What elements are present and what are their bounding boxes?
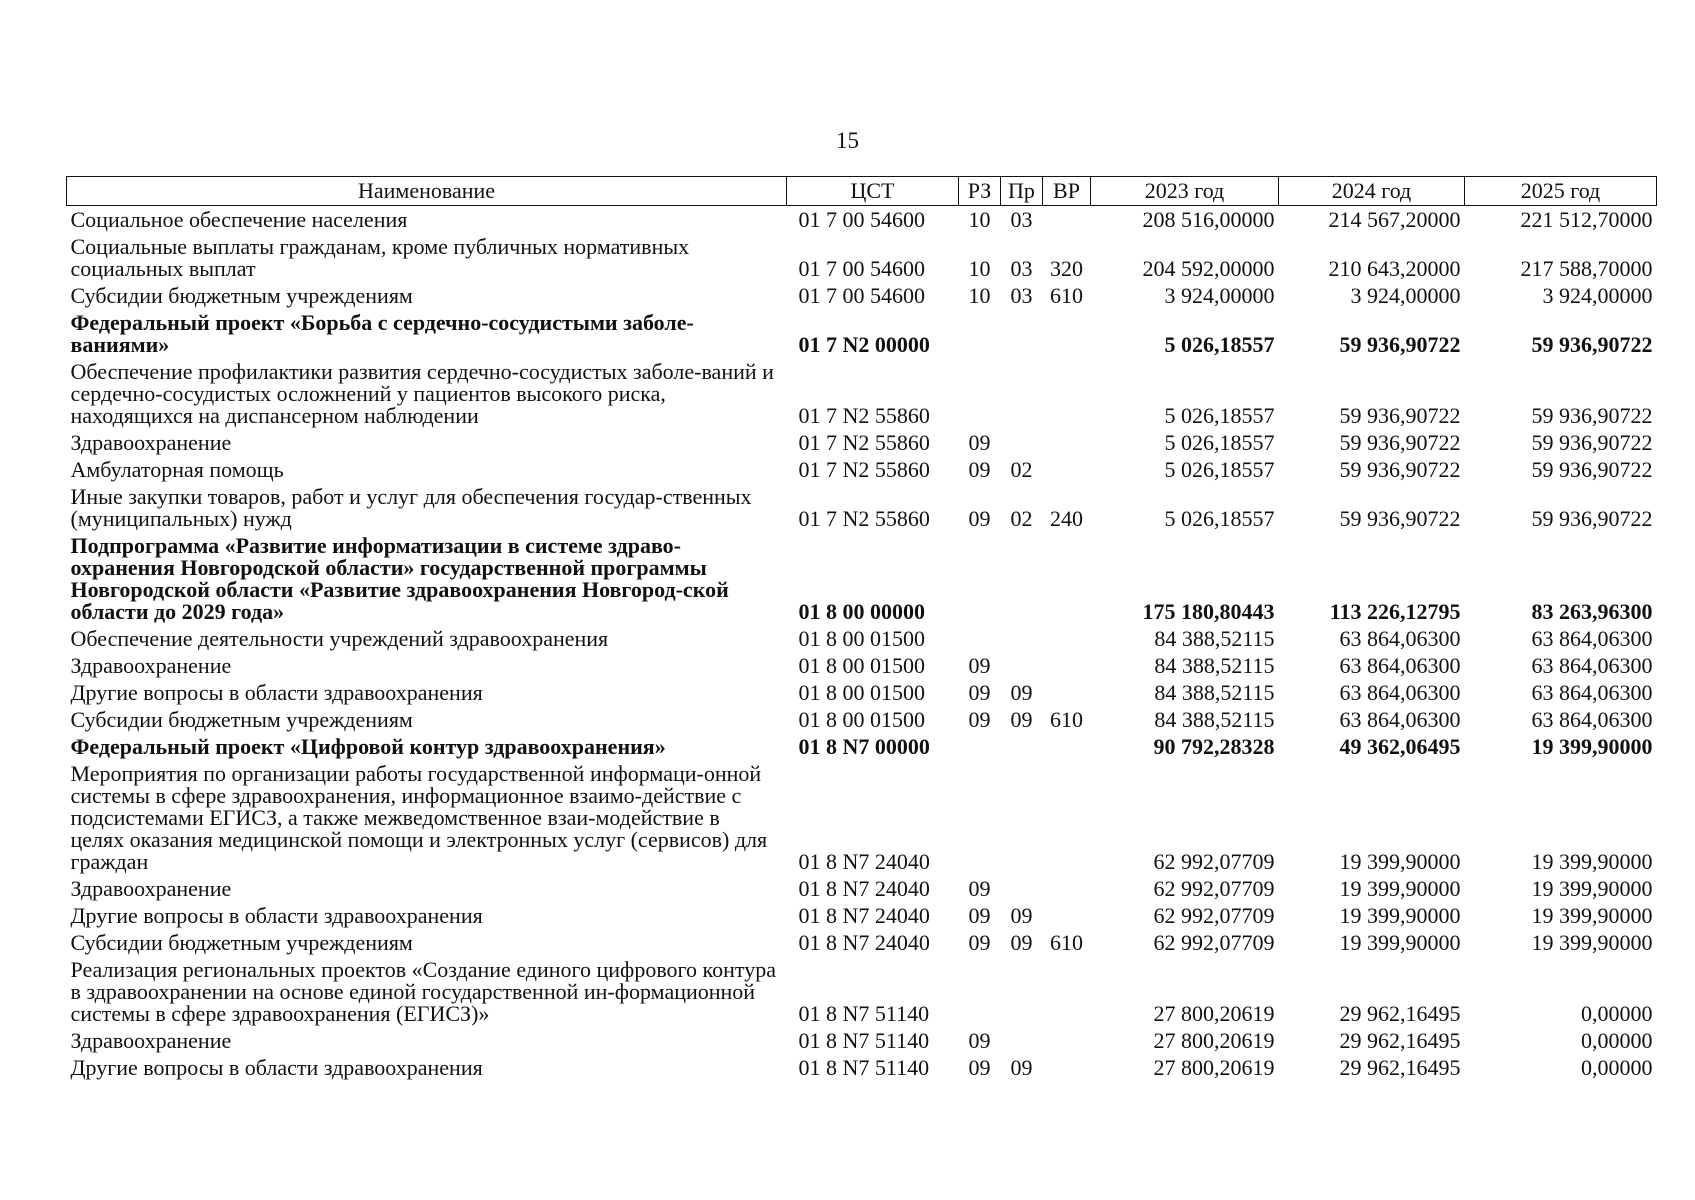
row-2023: 175 180,80443 [1142,599,1275,624]
row-name: Обеспечение профилактики развития сердечно-сосудистых заболе-ваний и сердечно-сосудистых осложнений у пациентов высокого риска, находящихся на диспансерном наблюдении [70,359,774,428]
row-rz [959,760,1001,875]
row-2025: 59 936,90722 [1531,506,1653,531]
row-rz: 10 [968,283,991,308]
table-row [67,233,1657,282]
row-cst: 01 8 N7 24040 [798,930,930,955]
header-vr: ВР [1043,177,1091,206]
row-2023: 62 992,07709 [1153,849,1275,874]
row-rz: 09 [968,707,991,732]
row-2023: 62 992,07709 [1153,903,1275,928]
row-pr [1001,875,1043,902]
row-pr [1001,956,1043,1027]
row-vr [1043,902,1091,929]
row-name: Подпрограмма «Развитие информатизации в системе здраво-охранения Новгородской области» государственной программы Новгородской области «Развитие здравоохранения Новгород-ской области до 2029 года» [70,533,729,624]
row-vr [1043,429,1091,456]
row-2024: 214 567,20000 [1328,207,1461,232]
row-2023: 62 992,07709 [1153,930,1275,955]
row-cst: 01 8 N7 00000 [798,734,930,759]
row-cst: 01 8 N7 51140 [798,1028,930,1053]
row-name: Другие вопросы в области здравоохранения [70,1055,483,1080]
table-row [67,929,1657,956]
row-2025: 63 864,06300 [1531,653,1653,678]
row-2025: 63 864,06300 [1531,707,1653,732]
header-cst: ЦСТ [787,177,959,206]
row-rz: 09 [968,1028,991,1053]
row-rz: 09 [968,680,991,705]
row-2025: 19 399,90000 [1531,734,1653,759]
table-header [67,177,1657,206]
row-2025: 19 399,90000 [1531,930,1653,955]
row-rz [959,358,1001,429]
row-2023: 5 026,18557 [1164,332,1275,357]
row-vr [1043,358,1091,429]
table-row [67,456,1657,483]
row-2025: 3 924,00000 [1542,283,1653,308]
table-body [67,206,1657,1082]
row-cst: 01 7 N2 55860 [798,403,930,428]
table-row [67,625,1657,652]
row-2025: 19 399,90000 [1531,849,1653,874]
table-row [67,1054,1657,1081]
row-rz: 09 [968,457,991,482]
row-vr: 320 [1050,256,1083,281]
row-rz [959,956,1001,1027]
row-cst: 01 8 00 01500 [798,653,925,678]
row-vr [1043,1054,1091,1081]
row-cst: 01 8 00 01500 [798,707,925,732]
row-cst: 01 8 N7 24040 [798,849,930,874]
row-2025: 59 936,90722 [1531,332,1653,357]
header-pr: Пр [1001,177,1043,206]
row-2025: 59 936,90722 [1531,430,1653,455]
header-2025: 2025 год [1465,177,1657,206]
row-rz [959,733,1001,760]
row-2025: 0,00000 [1581,1055,1653,1080]
table-row [67,483,1657,532]
page-number: 15 [836,128,859,153]
row-2025: 217 588,70000 [1520,256,1653,281]
row-2024: 19 399,90000 [1339,903,1461,928]
row-2023: 5 026,18557 [1164,457,1275,482]
row-name: Здравоохранение [70,876,232,901]
row-2024: 29 962,16495 [1339,1001,1461,1026]
row-cst: 01 8 N7 51140 [798,1055,930,1080]
header-row [67,177,1657,206]
row-vr [1043,956,1091,1027]
row-2025: 63 864,06300 [1531,680,1653,705]
row-vr [1043,309,1091,358]
row-2024: 210 643,20000 [1328,256,1461,281]
row-2023: 204 592,00000 [1142,256,1275,281]
row-2024: 3 924,00000 [1350,283,1461,308]
row-name: Иные закупки товаров, работ и услуг для обеспечения государ-ственных (муниципальных) нужд [70,484,752,531]
row-pr: 09 [1010,707,1033,732]
budget-table [66,176,1657,1081]
row-cst: 01 7 00 54600 [798,256,925,281]
row-vr [1043,652,1091,679]
row-rz [959,532,1001,625]
row-vr [1043,625,1091,652]
row-pr: 09 [1010,680,1033,705]
row-2025: 19 399,90000 [1531,876,1653,901]
row-cst: 01 8 00 00000 [798,599,925,624]
table-row [67,358,1657,429]
row-pr [1001,429,1043,456]
row-vr [1043,532,1091,625]
row-pr [1001,625,1043,652]
row-vr: 610 [1050,707,1083,732]
row-name: Амбулаторная помощь [70,457,284,482]
row-pr: 09 [1010,1055,1033,1080]
row-cst: 01 7 N2 55860 [798,506,930,531]
row-pr: 02 [1010,506,1033,531]
row-vr [1043,679,1091,706]
row-2024: 19 399,90000 [1339,930,1461,955]
row-2025: 221 512,70000 [1520,207,1653,232]
row-vr [1043,733,1091,760]
row-pr: 09 [1010,930,1033,955]
row-name: Субсидии бюджетным учреждениям [70,707,413,732]
row-cst: 01 8 00 01500 [798,680,925,705]
row-name: Субсидии бюджетным учреждениям [70,283,413,308]
row-name: Субсидии бюджетным учреждениям [70,930,413,955]
row-pr: 03 [1010,207,1033,232]
row-2024: 29 962,16495 [1339,1055,1461,1080]
row-2024: 29 962,16495 [1339,1028,1461,1053]
row-rz [959,309,1001,358]
row-cst: 01 7 N2 55860 [798,430,930,455]
row-rz: 09 [968,930,991,955]
row-2024: 19 399,90000 [1339,876,1461,901]
row-cst: 01 8 00 01500 [798,626,925,651]
row-2023: 84 388,52115 [1154,626,1275,651]
row-2025: 0,00000 [1581,1028,1653,1053]
row-name: Мероприятия по организации работы государственной информаци-онной системы в сфере здравоохранения, информационное взаимо-действие с подсистемами ЕГИСЗ, а также межведомственное взаи-модействие в целях оказания медицинской помощи и электронных услуг (сервисов) для граждан [70,761,768,874]
row-name: Обеспечение деятельности учреждений здравоохранения [70,626,609,651]
row-name: Социальные выплаты гражданам, кроме публичных нормативных социальных выплат [70,234,690,281]
row-cst: 01 7 N2 55860 [798,457,930,482]
header-name: Наименование [67,177,787,206]
row-2025: 0,00000 [1581,1001,1653,1026]
table-row [67,206,1657,234]
header-rz: РЗ [959,177,1001,206]
row-vr: 610 [1050,930,1083,955]
table-row [67,282,1657,309]
row-name: Реализация региональных проектов «Создание единого цифрового контура в здравоохранении на основе единой государственной ин-формационной системы в сфере здравоохранения (ЕГИСЗ)» [70,957,776,1026]
table-row [67,652,1657,679]
row-rz: 10 [968,207,991,232]
row-2023: 84 388,52115 [1154,653,1275,678]
row-2023: 90 792,28328 [1153,734,1275,759]
row-2023: 5 026,18557 [1164,430,1275,455]
row-2024: 59 936,90722 [1339,403,1461,428]
row-pr [1001,733,1043,760]
table-row [67,1027,1657,1054]
row-cst: 01 8 N7 51140 [798,1001,930,1026]
row-cst: 01 7 00 54600 [798,283,925,308]
row-2024: 59 936,90722 [1339,506,1461,531]
row-2024: 59 936,90722 [1339,332,1461,357]
row-2024: 63 864,06300 [1339,680,1461,705]
row-2025: 59 936,90722 [1531,457,1653,482]
row-cst: 01 7 N2 00000 [798,332,930,357]
row-rz: 10 [968,256,991,281]
row-2023: 3 924,00000 [1164,283,1275,308]
row-rz: 09 [968,1055,991,1080]
row-vr [1043,1027,1091,1054]
table-row [67,733,1657,760]
row-2024: 49 362,06495 [1339,734,1461,759]
row-name: Другие вопросы в области здравоохранения [70,903,483,928]
row-2023: 5 026,18557 [1164,506,1275,531]
row-2023: 27 800,20619 [1153,1055,1275,1080]
row-2024: 59 936,90722 [1339,430,1461,455]
row-name: Федеральный проект «Борьба с сердечно-сосудистыми заболе-ваниями» [70,310,694,357]
row-2024: 63 864,06300 [1339,707,1461,732]
table-row [67,309,1657,358]
row-name: Федеральный проект «Цифровой контур здравоохранения» [70,734,666,759]
row-vr [1043,456,1091,483]
row-2023: 5 026,18557 [1164,403,1275,428]
row-cst: 01 7 00 54600 [798,207,925,232]
row-rz: 09 [968,506,991,531]
row-cst: 01 8 N7 24040 [798,903,930,928]
row-vr [1043,760,1091,875]
row-2024: 63 864,06300 [1339,653,1461,678]
row-name: Другие вопросы в области здравоохранения [70,680,483,705]
row-pr [1001,1027,1043,1054]
row-pr: 02 [1010,457,1033,482]
row-name: Здравоохранение [70,430,232,455]
table-row [67,760,1657,875]
row-pr [1001,358,1043,429]
row-2025: 63 864,06300 [1531,626,1653,651]
row-name: Здравоохранение [70,653,232,678]
row-2025: 19 399,90000 [1531,903,1653,928]
row-cst: 01 8 N7 24040 [798,876,930,901]
table-row [67,875,1657,902]
row-2024: 59 936,90722 [1339,457,1461,482]
row-vr: 610 [1050,283,1083,308]
row-2023: 27 800,20619 [1153,1001,1275,1026]
row-2023: 62 992,07709 [1153,876,1275,901]
table-row [67,706,1657,733]
table-row [67,902,1657,929]
row-pr: 09 [1010,903,1033,928]
row-2024: 19 399,90000 [1339,849,1461,874]
row-rz: 09 [968,876,991,901]
row-vr [1043,875,1091,902]
row-pr: 03 [1010,283,1033,308]
table-row [67,679,1657,706]
row-rz [959,625,1001,652]
row-vr [1043,206,1091,234]
row-rz: 09 [968,903,991,928]
row-2023: 84 388,52115 [1154,707,1275,732]
table-row [67,532,1657,625]
header-2023: 2023 год [1091,177,1279,206]
row-pr [1001,309,1043,358]
row-2025: 59 936,90722 [1531,403,1653,428]
row-rz: 09 [968,653,991,678]
row-2024: 63 864,06300 [1339,626,1461,651]
table-row [67,429,1657,456]
row-2023: 208 516,00000 [1142,207,1275,232]
row-2025: 83 263,96300 [1531,599,1653,624]
header-2024: 2024 год [1279,177,1465,206]
row-2023: 84 388,52115 [1154,680,1275,705]
row-name: Здравоохранение [70,1028,232,1053]
row-pr: 03 [1010,256,1033,281]
row-name: Социальное обеспечение населения [70,207,408,232]
row-pr [1001,760,1043,875]
row-pr [1001,532,1043,625]
row-2023: 27 800,20619 [1153,1028,1275,1053]
table-row [67,956,1657,1027]
row-2024: 113 226,12795 [1329,599,1461,624]
row-pr [1001,652,1043,679]
row-rz: 09 [968,430,991,455]
row-vr: 240 [1050,506,1083,531]
